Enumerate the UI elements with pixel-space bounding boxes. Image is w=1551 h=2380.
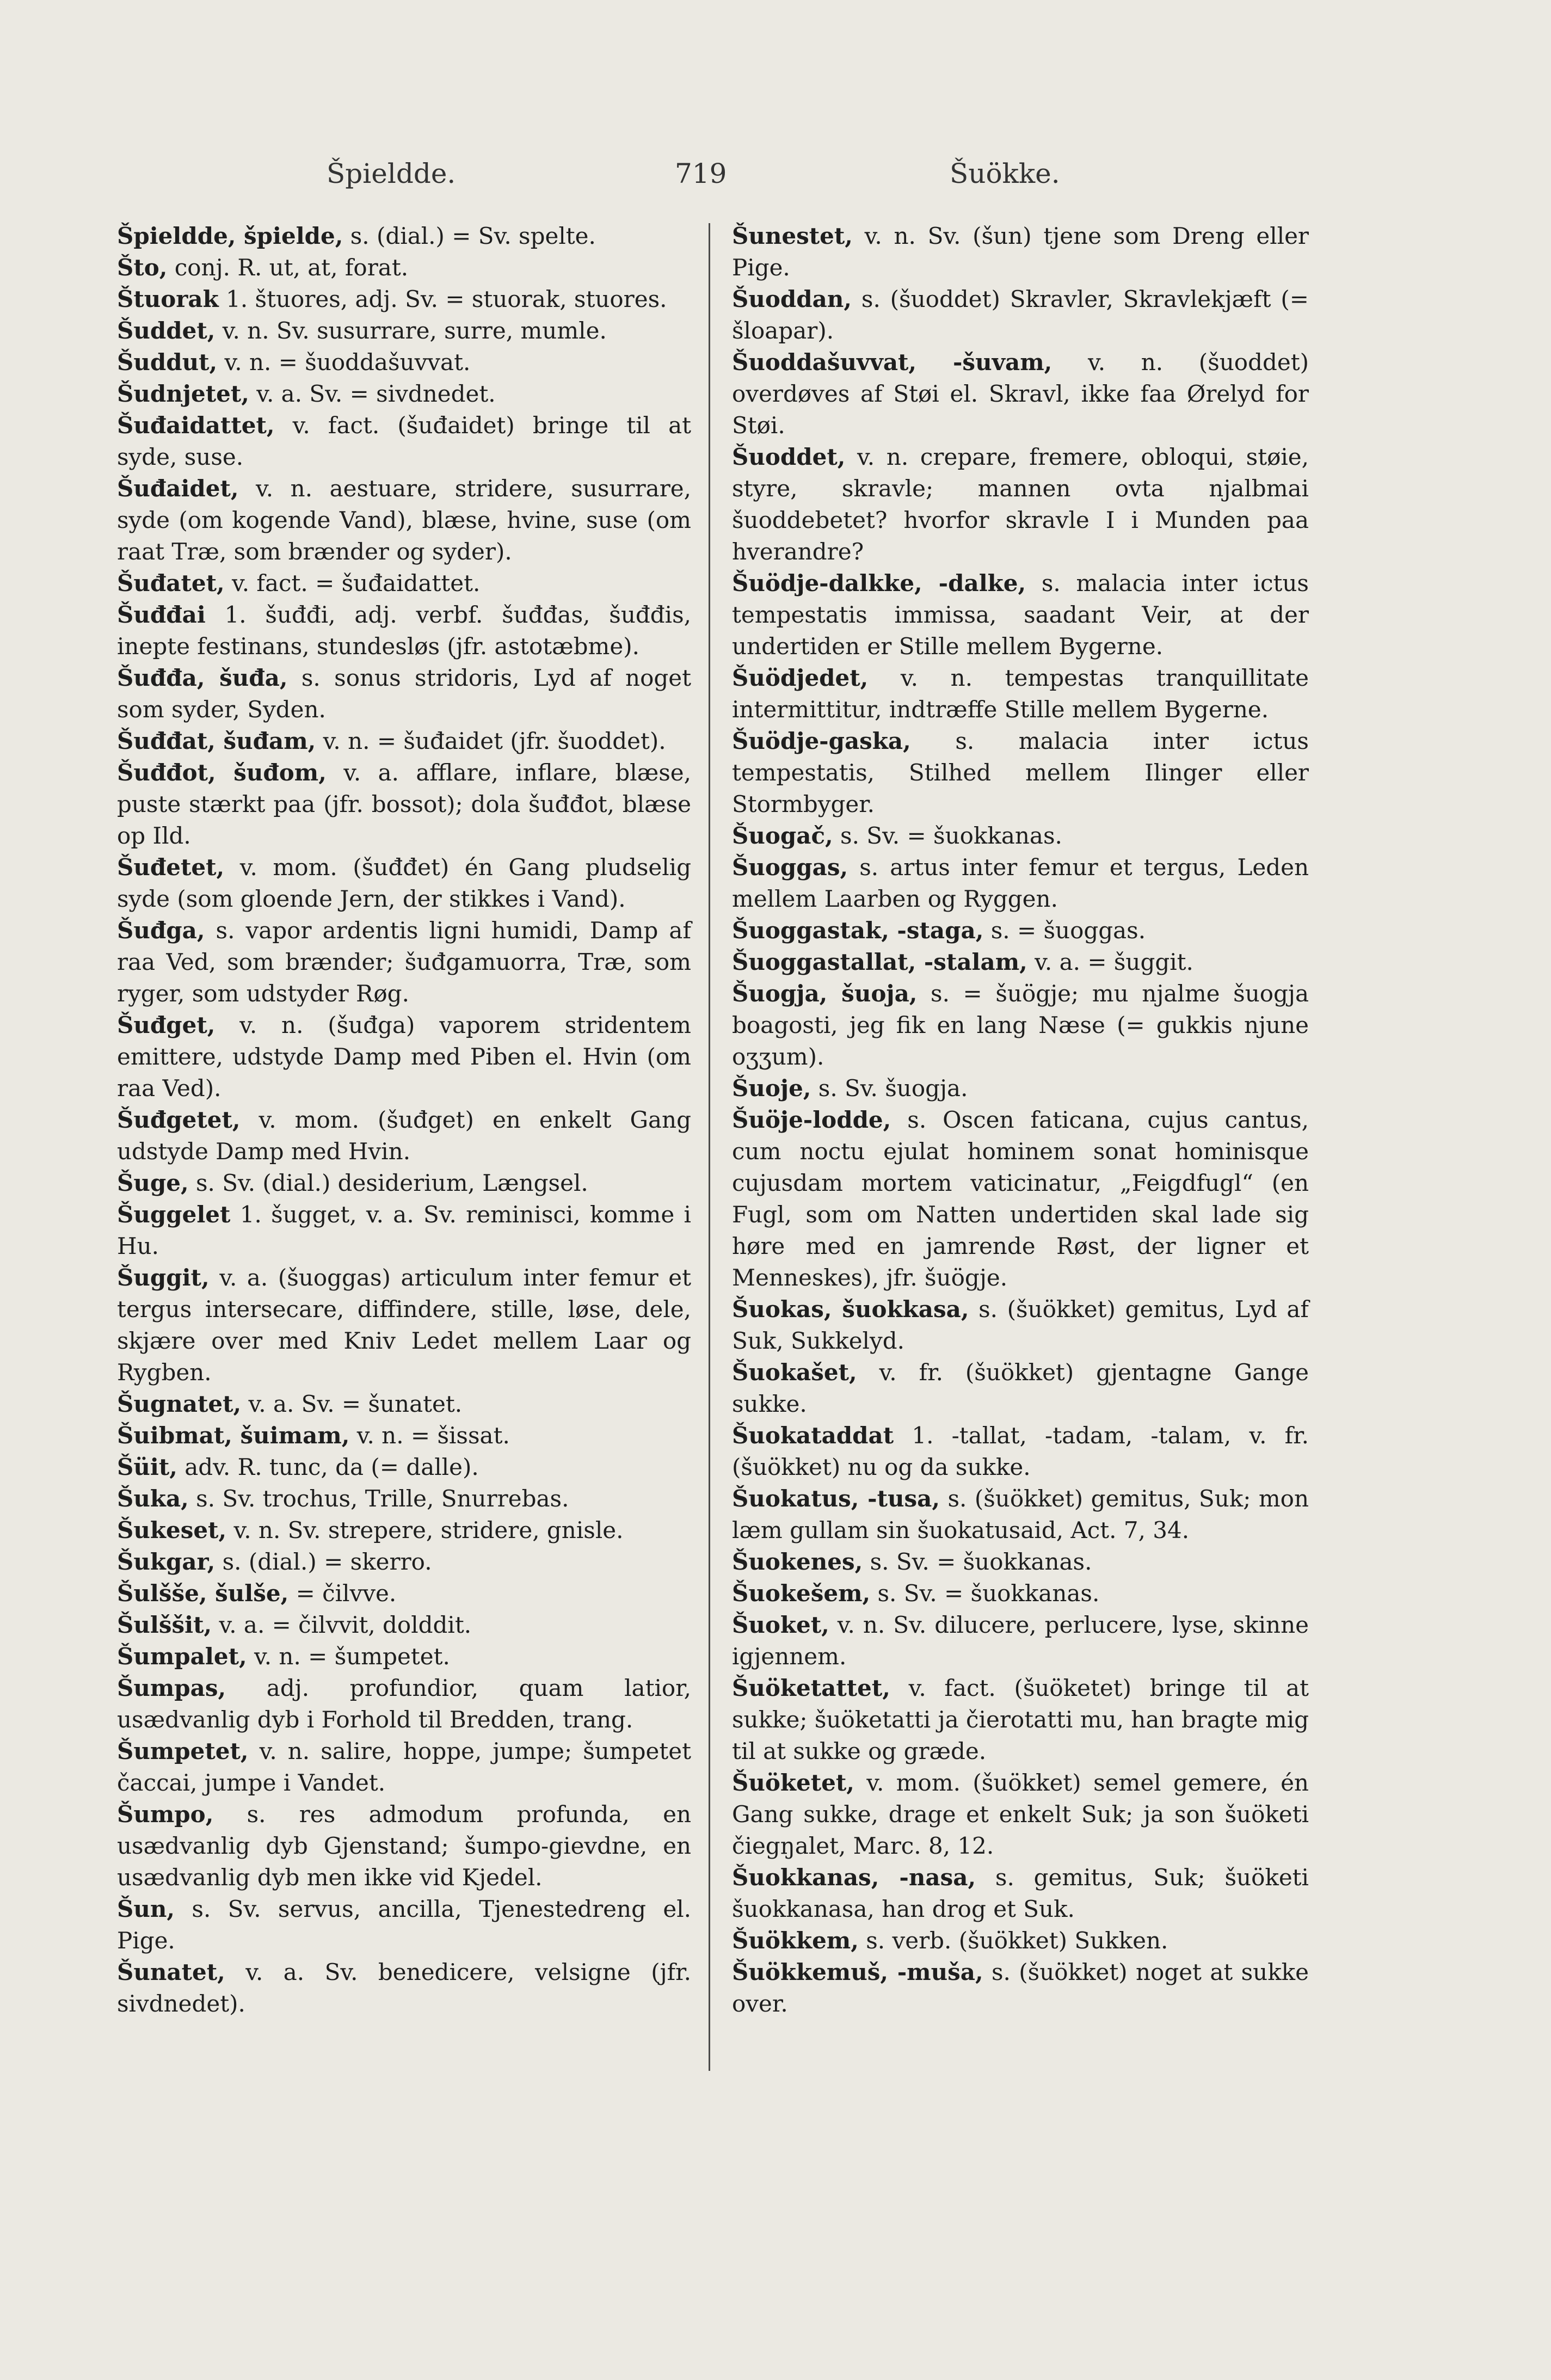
entry-headword: Šulšše, šulše, <box>117 1580 289 1607</box>
dictionary-entry <box>732 1357 1309 1420</box>
entry-headword: Špieldde, špielde, <box>117 223 343 249</box>
entry-definition: v. n. = šuđaidet (jfr. šuoddet). <box>323 728 666 754</box>
entry-headword: Šulššit, <box>117 1612 212 1638</box>
entry-headword: Šuđaidattet, <box>117 412 275 439</box>
running-header <box>0 158 1551 201</box>
dictionary-entry <box>117 1452 691 1483</box>
entry-headword: Šuđđot, šuđom, <box>117 759 327 786</box>
dictionary-entry <box>732 284 1309 347</box>
dictionary-entry <box>117 1641 691 1672</box>
entry-headword: Šugnatet, <box>117 1391 242 1417</box>
entry-headword: Šuđđai <box>117 601 206 628</box>
dictionary-entry <box>732 1609 1309 1672</box>
dictionary-entry <box>732 347 1309 441</box>
entry-headword: Šuđgetet, <box>117 1106 241 1133</box>
entry-definition: s. Sv. = šuokkanas. <box>840 822 1062 849</box>
dictionary-entry <box>732 852 1309 915</box>
entry-definition: v. n. (šuoddet) overdøves af Støi el. Skravl, ikke faa Ørelyd for Støi. <box>732 349 1309 439</box>
entry-definition: s. res admodum profunda, en usædvanlig dyb Gjenstand; šumpo-gievdne, en usædvanlig dyb men ikke vid Kjedel. <box>117 1801 692 1891</box>
entry-definition: v. mom. (šuđđet) én Gang pludselig syde (som gloende Jern, der stikkes i Vand). <box>117 854 691 912</box>
entry-headword: Šuibmat, šuimam, <box>117 1422 350 1449</box>
entry-headword: Šuödje-gaska, <box>732 728 911 754</box>
entry-definition: v. n. aestuare, stridere, susurrare, syde (om kogende Vand), blæse, hvine, suse (om raat Træ, som brænder og syder). <box>117 475 691 565</box>
dictionary-entry <box>732 1925 1309 1957</box>
right-column <box>732 220 1309 2020</box>
entry-definition: = čilvve. <box>296 1580 397 1607</box>
entry-definition: v. mom. (šuđget) en enkelt Gang udstyde Damp med Hvin. <box>117 1106 691 1165</box>
entry-headword: Šuggit, <box>117 1264 210 1291</box>
entry-definition: v. n. crepare, fremere, obloqui, støie, styre, skravle; mannen ovta njalbmai šuoddebetet? hvorfor skravle I i Munden paa hverandre? <box>732 444 1309 565</box>
entry-definition: s. Sv. = šuokkanas. <box>870 1548 1092 1575</box>
entry-headword: Šuđatet, <box>117 570 225 596</box>
entry-definition: s. verb. (šuökket) Sukken. <box>866 1927 1168 1954</box>
entry-headword: Šuoggas, <box>732 854 848 881</box>
dictionary-entry <box>117 1483 691 1515</box>
dictionary-entry <box>732 662 1309 725</box>
entry-headword: Šuoddašuvvat, -šuvam, <box>732 349 1053 376</box>
dictionary-entry <box>732 1862 1309 1925</box>
entry-headword: Šumpalet, <box>117 1643 247 1670</box>
entry-definition: v. n. Sv. strepere, stridere, gnisle. <box>233 1517 624 1543</box>
entry-definition: v. n. salire, hoppe, jumpe; šumpetet čaccai, jumpe i Vandet. <box>117 1738 691 1796</box>
entry-headword: Šuokas, šuokkasa, <box>732 1296 969 1323</box>
dictionary-entry <box>732 441 1309 568</box>
entry-headword: Što, <box>117 254 168 281</box>
entry-headword: Šuoddan, <box>732 286 852 312</box>
dictionary-entry <box>117 220 691 252</box>
dictionary-entry <box>117 315 691 347</box>
dictionary-entry <box>732 568 1309 662</box>
entry-definition: v. a. Sv. = šunatet. <box>248 1391 463 1417</box>
dictionary-entry <box>117 1799 691 1893</box>
entry-headword: Šuoggastallat, -stalam, <box>732 949 1027 975</box>
entry-headword: Šuđđa, šuđa, <box>117 665 288 691</box>
entry-definition: s. (dial.) = skerro. <box>222 1548 432 1575</box>
entry-headword: Šuokešem, <box>732 1580 871 1607</box>
dictionary-entry <box>732 1957 1309 2020</box>
left-column <box>117 220 691 2020</box>
entry-headword: Šuödjedet, <box>732 665 869 691</box>
entry-definition: s. Oscen faticana, cujus cantus, cum noctu ejulat hominem sonat hominisque cujusdam mortem vaticinatur, „Feigdfugl“ (en Fugl, som om Natten undertiden skal lade sig høre med en jamrende Røst, der ligner et Menneskes), jfr. šuögje. <box>732 1106 1309 1291</box>
entry-definition: s. (šuökket) gemitus, Suk; mon læm gullam sin šuokatusaid, Act. 7, 34. <box>732 1485 1309 1543</box>
entry-headword: Šuöketet, <box>732 1769 854 1796</box>
entry-definition: s. = šuögje; mu njalme šuogja boagosti, jeg fik en lang Næse (= gukkis njune oʒʒum). <box>732 980 1309 1070</box>
dictionary-entry <box>117 378 691 410</box>
entry-headword: Štuorak <box>117 286 219 312</box>
entry-headword: Šuokatus, -tusa, <box>732 1485 940 1512</box>
entry-definition: v. a. = šuggit. <box>1035 949 1193 975</box>
dictionary-entry <box>117 662 691 725</box>
entry-headword: Šumpo, <box>117 1801 214 1828</box>
entry-headword: Šuogja, šuoja, <box>732 980 918 1007</box>
entry-headword: Šuge, <box>117 1170 189 1196</box>
entry-headword: Šuokašet, <box>732 1359 857 1386</box>
entry-headword: Šuđđat, šuđam, <box>117 728 316 754</box>
dictionary-entry <box>117 757 691 852</box>
dictionary-entry <box>117 1420 691 1452</box>
entry-definition: adj. profundior, quam latior, usædvanlig dyb i Forhold til Bredden, trang. <box>117 1675 691 1733</box>
entry-headword: Šukgar, <box>117 1548 216 1575</box>
entry-headword: Šuggelet <box>117 1201 231 1228</box>
dictionary-entry <box>732 1672 1309 1767</box>
entry-definition: v. a. Sv. = sivdnedet. <box>256 380 496 407</box>
entry-definition: v. n. Sv. (šun) tjene som Dreng eller Pige. <box>732 223 1309 281</box>
entry-definition: conj. R. ut, at, forat. <box>174 254 409 281</box>
dictionary-entry <box>117 1672 691 1736</box>
entry-headword: Šuokenes, <box>732 1548 863 1575</box>
dictionary-entry <box>117 1546 691 1578</box>
dictionary-entry <box>117 473 691 568</box>
entry-headword: Šuddut, <box>117 349 218 376</box>
column-divider <box>709 223 710 2071</box>
entry-headword: Šuokkanas, -nasa, <box>732 1864 976 1891</box>
entry-headword: Šukeset, <box>117 1517 227 1543</box>
entry-definition: s. gemitus, Suk; šuöketi šuokkanasa, han drog et Suk. <box>732 1864 1309 1922</box>
entry-headword: Šumpetet, <box>117 1738 249 1764</box>
entry-headword: Šuogač, <box>732 822 833 849</box>
entry-headword: Šudnjetet, <box>117 380 249 407</box>
entry-definition: s. vapor ardentis ligni humidi, Damp af raa Ved, som brænder; šuđgamuorra, Træ, som ryger, som udstyder Røg. <box>117 917 691 1007</box>
entry-headword: Šuoje, <box>732 1075 811 1102</box>
entry-definition: s. (šuökket) gemitus, Lyd af Suk, Sukkelyd. <box>732 1296 1309 1354</box>
dictionary-entry <box>732 1073 1309 1104</box>
dictionary-entry <box>732 1546 1309 1578</box>
dictionary-entry <box>117 410 691 473</box>
entry-definition: s. malacia inter ictus tempestatis, Stilhed mellem Ilinger eller Stormbyger. <box>732 728 1309 817</box>
entry-headword: Šunatet, <box>117 1959 225 1985</box>
entry-definition: 1. šugget, v. a. Sv. reminisci, komme i Hu. <box>117 1201 691 1259</box>
entry-definition: v. fr. (šuökket) gjentagne Gange sukke. <box>732 1359 1309 1417</box>
entry-headword: Šunestet, <box>732 223 853 249</box>
entry-headword: Šuoket, <box>732 1612 829 1638</box>
entry-definition: s. Sv. šuogja. <box>818 1075 968 1102</box>
entry-definition: s. sonus stridoris, Lyd af noget som syder, Syden. <box>117 665 692 723</box>
entry-headword: Šuka, <box>117 1485 189 1512</box>
entry-definition: v. n. tempestas tranquillitate intermittitur, indtræffe Stille mellem Bygerne. <box>732 665 1309 723</box>
dictionary-entry <box>117 1893 691 1957</box>
dictionary-entry <box>732 946 1309 978</box>
entry-definition: s. (šuoddet) Skravler, Skravlekjæft (= šloapar). <box>732 286 1309 344</box>
dictionary-entry <box>732 220 1309 284</box>
dictionary-entry <box>117 1010 691 1104</box>
entry-definition: s. malacia inter ictus tempestatis immissa, saadant Veir, at der undertiden er Stille mellem Bygerne. <box>732 570 1309 660</box>
entry-definition: 1. šuđđi, adj. verbf. šuđđas, šuđđis, inepte festinans, stundesløs (jfr. astotæbme). <box>117 601 691 660</box>
entry-definition: s. artus inter femur et tergus, Leden mellem Laarben og Ryggen. <box>732 854 1309 912</box>
entry-definition: v. a. (šuoggas) articulum inter femur et tergus intersecare, diffindere, stille, løse, dele, skjære over med Kniv Ledet mellem Laar og Rygben. <box>117 1264 691 1386</box>
dictionary-entry <box>732 1483 1309 1546</box>
entry-definition: s. (šuökket) noget at sukke over. <box>732 1959 1309 2017</box>
dictionary-entry <box>117 1957 691 2020</box>
entry-headword: Šuđaidet, <box>117 475 239 502</box>
entry-headword: Šuoddet, <box>732 444 846 470</box>
dictionary-entry <box>117 1199 691 1262</box>
header-left-guideword: Špieldde. <box>327 158 456 189</box>
entry-definition: v. fact. (šuđaidet) bringe til at syde, suse. <box>117 412 691 470</box>
dictionary-entry <box>117 1736 691 1799</box>
entry-definition: v. n. (šuđga) vaporem stridentem emittere, udstyde Damp med Piben el. Hvin (om raa Ved). <box>117 1012 691 1102</box>
entry-headword: Šuöketattet, <box>732 1675 890 1701</box>
entry-headword: Šuđget, <box>117 1012 216 1038</box>
entry-definition: s. = šuoggas. <box>990 917 1146 944</box>
entry-definition: adv. R. tunc, da (= dalle). <box>184 1454 479 1480</box>
header-right-guideword: Šuökke. <box>950 158 1060 189</box>
dictionary-entry <box>117 1388 691 1420</box>
dictionary-entry <box>732 820 1309 852</box>
entry-definition: 1. -tallat, -tadam, -talam, v. fr. (šuökket) nu og da sukke. <box>732 1422 1309 1480</box>
dictionary-entry <box>117 1609 691 1641</box>
entry-headword: Šuöje-lodde, <box>732 1106 891 1133</box>
dictionary-entry <box>117 252 691 284</box>
dictionary-entry <box>117 1578 691 1609</box>
entry-headword: Šuökkem, <box>732 1927 859 1954</box>
entry-definition: v. n. Sv. dilucere, perlucere, lyse, skinne igjennem. <box>732 1612 1309 1670</box>
dictionary-entry <box>117 568 691 599</box>
entry-definition: v. fact. = šuđaidattet. <box>231 570 481 596</box>
dictionary-entry <box>732 1104 1309 1294</box>
entry-definition: v. a. = čilvvit, dolddit. <box>219 1612 472 1638</box>
page-number: 719 <box>675 158 727 189</box>
entry-definition: s. Sv. servus, ancilla, Tjenestedreng el. Pige. <box>117 1896 691 1954</box>
entry-definition: s. Sv. (dial.) desiderium, Længsel. <box>195 1170 588 1196</box>
entry-headword: Šuödje-dalkke, -dalke, <box>732 570 1026 596</box>
dictionary-entry <box>732 978 1309 1073</box>
dictionary-entry <box>117 1104 691 1167</box>
entry-definition: s. Sv. trochus, Trille, Snurrebas. <box>196 1485 569 1512</box>
entry-definition: v. mom. (šuökket) semel gemere, én Gang sukke, drage et enkelt Suk; ja son šuöketi čiegŋalet, Marc. 8, 12. <box>732 1769 1309 1859</box>
entry-definition: s. (dial.) = Sv. spelte. <box>350 223 596 249</box>
dictionary-entry <box>117 1167 691 1199</box>
dictionary-entry <box>117 1515 691 1546</box>
entry-definition: v. n. Sv. susurrare, surre, mumle. <box>222 317 607 344</box>
entry-headword: Šuoggastak, -staga, <box>732 917 984 944</box>
dictionary-entry <box>117 599 691 662</box>
entry-headword: Šüit, <box>117 1454 177 1480</box>
dictionary-entry <box>732 1420 1309 1483</box>
entry-headword: Šun, <box>117 1896 175 1922</box>
dictionary-entry <box>732 1578 1309 1609</box>
entry-definition: v. n. = šissat. <box>356 1422 510 1449</box>
entry-definition: s. Sv. = šuokkanas. <box>877 1580 1100 1607</box>
entry-definition: v. fact. (šuöketet) bringe til at sukke; šuöketatti ja čierotatti mu, han bragte mig til at sukke og græde. <box>732 1675 1309 1764</box>
dictionary-entry <box>732 1767 1309 1862</box>
entry-definition: 1. štuores, adj. Sv. = stuorak, stuores. <box>226 286 667 312</box>
dictionary-entry <box>117 852 691 915</box>
dictionary-entry <box>117 725 691 757</box>
entry-headword: Šumpas, <box>117 1675 226 1701</box>
dictionary-entry <box>117 347 691 378</box>
entry-headword: Šuđga, <box>117 917 205 944</box>
entry-headword: Šuokataddat <box>732 1422 894 1449</box>
dictionary-entry <box>732 1294 1309 1357</box>
dictionary-entry <box>732 725 1309 820</box>
entry-definition: v. n. = šuoddašuvvat. <box>224 349 471 376</box>
dictionary-entry <box>117 915 691 1010</box>
entry-headword: Šuđetet, <box>117 854 225 881</box>
entry-headword: Šuökkemuš, -muša, <box>732 1959 983 1985</box>
entry-definition: v. a. Sv. benedicere, velsigne (jfr. sivdnedet). <box>117 1959 691 2017</box>
dictionary-entry <box>732 915 1309 946</box>
entry-definition: v. a. afflare, inflare, blæse, puste stærkt paa (jfr. bossot); dola šuđđot, blæse op Ild. <box>117 759 691 849</box>
dictionary-entry <box>117 1262 691 1388</box>
entry-definition: v. n. = šumpetet. <box>254 1643 450 1670</box>
entry-headword: Šuddet, <box>117 317 216 344</box>
dictionary-entry <box>117 284 691 315</box>
